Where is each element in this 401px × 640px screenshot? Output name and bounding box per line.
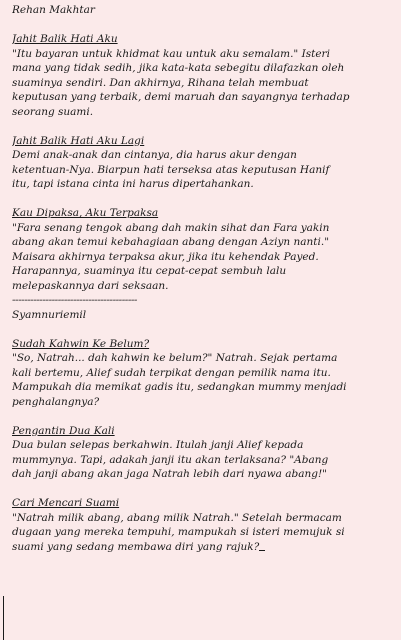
text-line-content: kali bertemu, Alief sudah terpikat dengan pemilik nama itu.	[12, 366, 331, 379]
text-line-content: abang akan temui kebahagiaan abang dengan Aziyn nanti."	[12, 236, 330, 248]
text-line	[12, 279, 395, 294]
text-line-content: Dua bulan selepas berkahwin. Itulah janji Alief kepada	[12, 439, 304, 451]
divider-line	[12, 293, 395, 308]
section-title	[12, 424, 395, 439]
text-line-content: itu, tapi istana cinta ini harus dipertahankan.	[12, 178, 254, 190]
text-line	[12, 453, 395, 468]
text-line-content: mana yang tidak sedih, jika kata-kata sebegitu dilafazkan oleh	[12, 62, 345, 74]
text-line	[12, 395, 395, 410]
text-line-content: ketentuan-Nya. Biarpun hati terseksa atas keputusan Hanif	[12, 163, 330, 176]
section-title-text: Pengantin Dua Kali	[12, 424, 115, 437]
text-line-content: Maisara akhirnya terpaksa akur, jika itu kehendak Payed.	[12, 250, 319, 263]
section-title-text: Cari Mencari Suami	[12, 497, 120, 509]
text-line-content: mummynya. Tapi, adakah janji itu akan terlaksana? "Abang	[12, 453, 329, 466]
text-line-content: melepaskannya dari seksaan.	[12, 279, 169, 292]
text-line-content: suami yang sedang membawa diri yang rajuk?	[12, 540, 260, 553]
section-title	[12, 337, 395, 352]
blank-line	[12, 409, 395, 424]
text-line-content: Rehan Makhtar	[12, 4, 95, 16]
text-line-content: dugaan yang mereka tempuhi, mampukah si isteri memujuk si	[12, 526, 345, 538]
text-line	[12, 47, 395, 62]
text-line	[12, 105, 395, 120]
text-line	[12, 250, 395, 265]
section-title-text: Jahit Balik Hati Aku	[12, 33, 118, 45]
text-line	[12, 61, 395, 76]
text-line	[12, 76, 395, 91]
text-margin-line	[3, 596, 4, 640]
text-line-content: "So, Natrah... dah kahwin ke belum?" Natrah. Sejak pertama	[12, 352, 338, 364]
section-title-text: Jahit Balik Hati Aku Lagi	[12, 134, 145, 147]
text-line	[12, 264, 395, 279]
text-line-content: Mampukah dia memikat gadis itu, sedangkan mummy menjadi	[12, 381, 347, 393]
section-title	[12, 496, 395, 511]
text-line-content: Harapannya, suaminya itu cepat-cepat sembuh lalu	[12, 265, 287, 277]
text-line-content: "Fara senang tengok abang dah makin sihat dan Fara yakin	[12, 221, 330, 234]
text-line	[12, 177, 395, 192]
blank-line	[12, 119, 395, 134]
section-title-text: Kau Dipaksa, Aku Terpaksa	[12, 207, 159, 219]
section-title	[12, 32, 395, 47]
text-line-content: Syamnuriemil	[12, 308, 87, 321]
text-line	[12, 525, 395, 540]
text-line	[12, 3, 395, 18]
text-line	[12, 308, 395, 323]
text-line	[12, 90, 395, 105]
text-line-content: dah janji abang akan jaga Natrah lebih dari nyawa abang!"	[12, 468, 327, 480]
section-title-text: Sudah Kahwin Ke Belum?	[12, 337, 150, 350]
text-line	[12, 380, 395, 395]
text-line	[12, 221, 395, 236]
text-line	[12, 351, 395, 366]
text-line	[12, 163, 395, 178]
text-cursor	[259, 540, 265, 551]
text-line-content: "Natrah milik abang, abang milik Natrah." Setelah bermacam	[12, 511, 342, 524]
text-line-content: Demi anak-anak dan cintanya, dia harus akur dengan	[12, 149, 297, 161]
blank-line	[12, 18, 395, 33]
text-line	[12, 511, 395, 526]
text-line-content: "Itu bayaran untuk khidmat kau untuk aku semalam." Isteri	[12, 47, 330, 60]
text-line-content: keputusan yang terbaik, demi maruah dan sayangnya terhadap	[12, 91, 350, 103]
text-line	[12, 540, 395, 555]
text-line	[12, 438, 395, 453]
text-line-content: suaminya sendiri. Dan akhirnya, Rihana telah membuat	[12, 76, 309, 89]
text-line	[12, 235, 395, 250]
blank-line	[12, 322, 395, 337]
divider-text: -----------------------------------------	[12, 294, 137, 306]
section-title	[12, 134, 395, 149]
blank-line	[12, 192, 395, 207]
section-title	[12, 206, 395, 221]
text-line-content: penghalangnya?	[12, 395, 100, 408]
text-line	[12, 148, 395, 163]
text-line	[12, 467, 395, 482]
blank-line	[12, 482, 395, 497]
text-line-content: seorang suami.	[12, 105, 94, 118]
text-line	[12, 366, 395, 381]
